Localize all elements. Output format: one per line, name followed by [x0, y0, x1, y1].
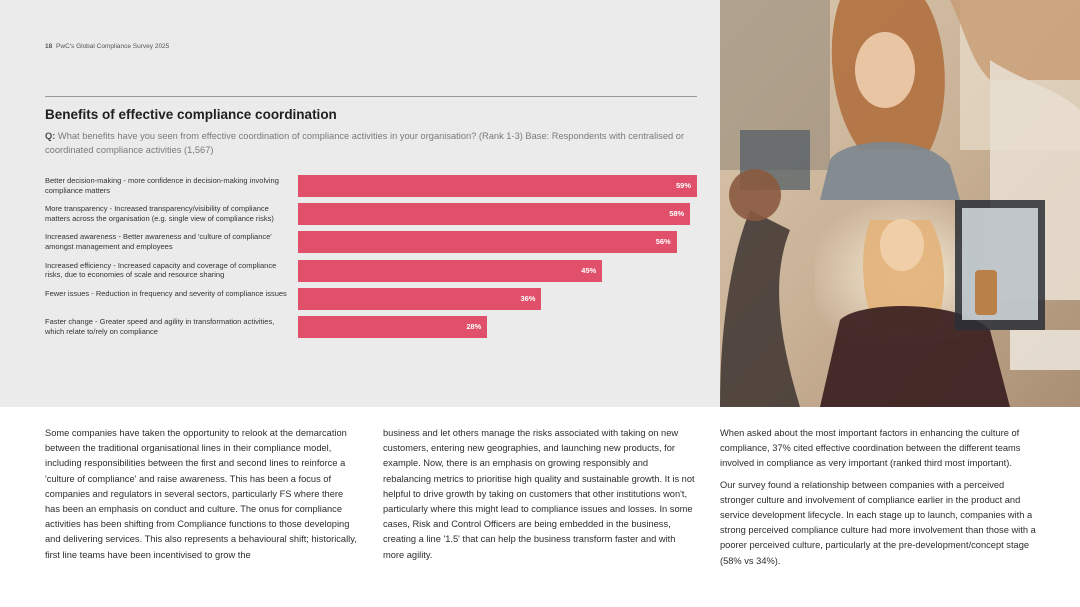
body-paragraph: When asked about the most important factors in enhancing the culture of compliance, 37% cited effective coordination between the different teams involved in compliance as very important (ranked third most important). [720, 428, 1021, 469]
office-photo [720, 0, 1080, 407]
chart-row [45, 316, 697, 338]
bar [298, 203, 690, 225]
bar [298, 316, 487, 338]
body-paragraph: business and let others manage the risks associated with taking on new customers, entering new geographies, and launching new products, for example. Now, there is an emphasis on growing responsibly and rebalancing metrics to prioritise high quality and sustainable growth. It is not helpful to drive growth by taking on customers that other institutions won't, particularly where this might lead to compliance issues and losses. In some cases, Risk and Control Officers are being embedded in the business, creating a line '1.5' that can help the business transform faster and with more agility. [383, 428, 695, 560]
bar-value-label: 45% [581, 265, 597, 275]
body-paragraph: Some companies have taken the opportunity to relook at the demarcation between the traditional organisational lines in their compliance model, including responsibilities between the first and second lines to reinforce a 'culture of compliance' and raise awareness. This has been a focus of companies and regulators in several sectors, particularly FS where there has been an emphasis on conduct and culture. The onus for compliance activities has been shifting from Compliance functions to those developing and delivering services. This also represents a behavioural shift; historically, first line teams have been incentivised to grow the [45, 428, 357, 560]
section-title: Benefits of effective compliance coordination [45, 107, 337, 122]
publication-title: PwC's Global Compliance Survey 2025 [56, 43, 170, 50]
question-prefix: Q: [45, 131, 56, 141]
survey-panel [0, 0, 720, 407]
category-label: Faster change - Greater speed and agility in transformation activities, which relate to/rely on compliance [45, 317, 275, 336]
category-label: Fewer issues - Reduction in frequency and severity of compliance issues [45, 288, 287, 298]
body-column-3 [720, 426, 1038, 569]
bar-value-label: 59% [675, 181, 691, 190]
survey-question [45, 129, 695, 157]
chart-row [45, 203, 697, 225]
chart-row [45, 231, 697, 253]
category-label: Increased efficiency - Increased capacity and coverage of compliance risks, due to economies of scale and resource sharing [45, 260, 277, 280]
bar [298, 231, 677, 253]
photo-illustration [720, 0, 1080, 407]
bar [298, 260, 602, 282]
divider [45, 96, 697, 97]
chart-row [45, 288, 697, 310]
bar-value-label: 56% [655, 237, 671, 247]
bar-value-label: 58% [669, 209, 685, 219]
question-text: What benefits have you seen from effective coordination of compliance activities in your organisation? (Rank 1-3) Base: Respondents with centralised or coordinated compliance activities (1,567) [45, 131, 685, 155]
category-label: Increased awareness - Better awareness and 'culture of compliance' amongst management and employees [45, 232, 272, 251]
bar-value-label: 36% [520, 293, 536, 303]
category-label: More transparency - Increased transparency/visibility of compliance matters across the organisation (e.g. single view of compliance risks) [45, 204, 274, 223]
page-number: 18 [45, 43, 53, 50]
chart-row [45, 175, 697, 197]
bar-value-label: 28% [466, 322, 482, 331]
chart-row [45, 260, 697, 282]
body-column-2 [383, 426, 695, 563]
body-paragraph: Our survey found a relationship between companies with a perceived stronger culture and involvement of compliance earlier in the product and service development lifecycle. In each stage up to launch, companies with a strong perceived compliance culture had more involvement than those with a poorer perceived culture, particularly at the pre-development/concept stage (58% vs 34%). [720, 479, 1036, 566]
bar [298, 175, 697, 197]
body-column-1 [45, 426, 357, 563]
bar [298, 288, 541, 310]
page-header [45, 43, 169, 50]
category-label: Better decision-making - more confidence in decision-making involving compliance matters [45, 176, 279, 195]
